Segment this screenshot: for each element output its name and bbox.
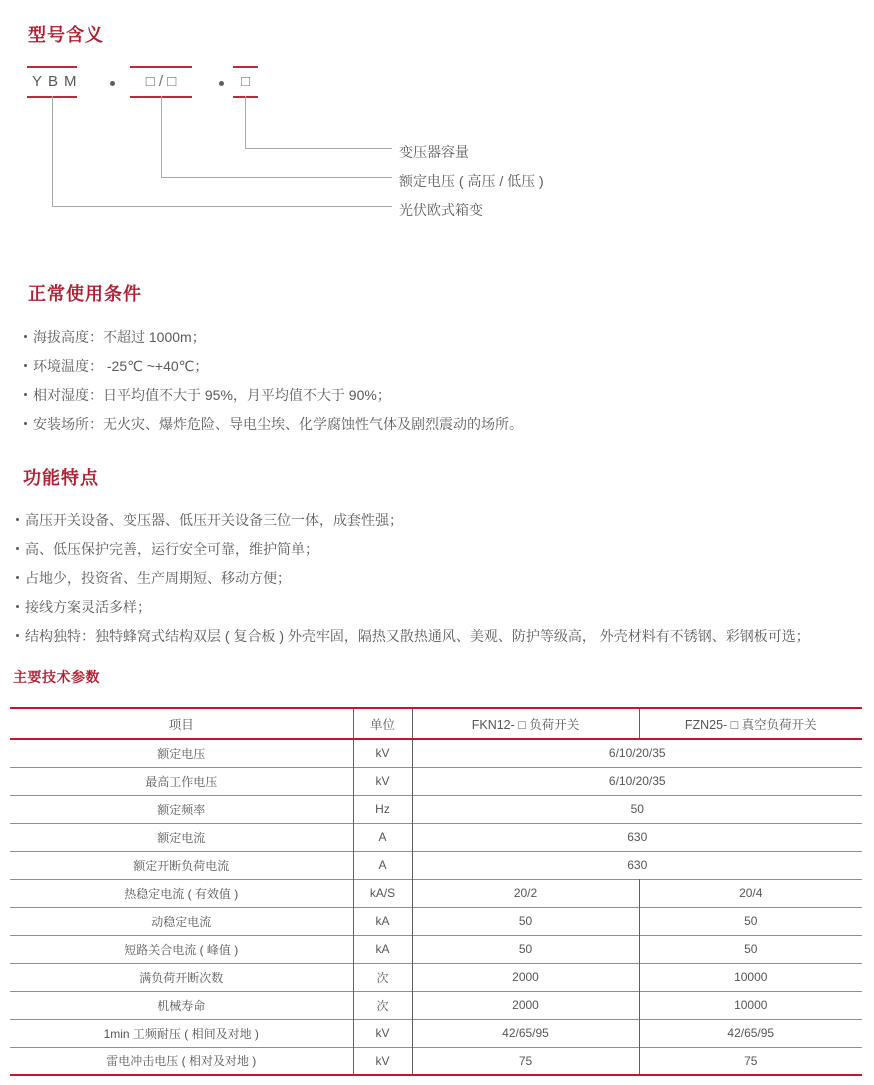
bullet-dot — [24, 393, 27, 396]
bullet-dot — [24, 335, 27, 338]
bullet-item — [16, 621, 810, 650]
table-row — [10, 1047, 862, 1075]
table-cell: 6/10/20/35 — [412, 767, 862, 795]
diagram-label-box-type: 光伏欧式箱变 — [399, 202, 483, 218]
bullet-item — [24, 380, 523, 409]
bullet-dot — [16, 518, 19, 521]
table-row — [10, 795, 862, 823]
bullet-text: 接线方案灵活多样； — [25, 598, 151, 615]
table-cell: kA — [353, 907, 412, 935]
table-cell: 次 — [353, 963, 412, 991]
table-row — [10, 851, 862, 879]
table-cell: 10000 — [639, 991, 862, 1019]
bullet-text: 环境温度： -25℃ ~+40℃； — [33, 357, 209, 374]
table-cell: 短路关合电流 ( 峰值 ) — [10, 935, 353, 963]
section-title-features: 功能特点 — [23, 468, 99, 488]
bullet-dot — [24, 422, 27, 425]
bullet-item — [16, 563, 810, 592]
table-cell: kV — [353, 767, 412, 795]
bullet-item — [16, 505, 810, 534]
diagram-label-capacity: 变压器容量 — [399, 144, 469, 160]
bullet-dot — [16, 634, 19, 637]
bullet-item — [24, 322, 523, 351]
bullet-text: 安装场所：无火灾、爆炸危险、导电尘埃、化学腐蚀性气体及剧烈震动的场所。 — [33, 415, 523, 432]
section-title-model-meaning: 型号含义 — [28, 25, 104, 45]
table-row — [10, 823, 862, 851]
table-row — [10, 879, 862, 907]
bullet-item — [16, 534, 810, 563]
table-cell: 额定电流 — [10, 823, 353, 851]
table-cell: 额定电压 — [10, 739, 353, 767]
table-cell: 额定频率 — [10, 795, 353, 823]
diagram-label-voltage: 额定电压 ( 高压 / 低压 ) — [399, 173, 544, 189]
table-cell: 2000 — [412, 991, 639, 1019]
table-cell: 42/65/95 — [639, 1019, 862, 1047]
table-cell: 热稳定电流 ( 有效值 ) — [10, 879, 353, 907]
column-header-fzn25: FZN25- □ 真空负荷开关 — [639, 708, 862, 739]
table-row — [10, 1019, 862, 1047]
bullet-dot — [16, 547, 19, 550]
table-row — [10, 991, 862, 1019]
model-code-voltage-boxes: □ / □ — [130, 66, 192, 98]
bullet-text: 占地少，投资省、生产周期短、移动方便； — [25, 569, 291, 586]
table-cell: A — [353, 851, 412, 879]
table-cell: kV — [353, 1019, 412, 1047]
table-cell: kA/S — [353, 879, 412, 907]
table-cell: 50 — [412, 907, 639, 935]
table-cell: 满负荷开断次数 — [10, 963, 353, 991]
table-cell: 雷电冲击电压 ( 相对及对地 ) — [10, 1047, 353, 1075]
table-cell: Hz — [353, 795, 412, 823]
table-cell: 50 — [412, 795, 862, 823]
table-cell: 42/65/95 — [412, 1019, 639, 1047]
bullet-item — [24, 409, 523, 438]
table-cell: kA — [353, 935, 412, 963]
model-code-capacity-box: □ — [233, 66, 258, 98]
table-cell: 75 — [412, 1047, 639, 1075]
table-cell: 75 — [639, 1047, 862, 1075]
features-bullet-list — [16, 505, 810, 650]
table-cell: 6/10/20/35 — [412, 739, 862, 767]
table-cell: 630 — [412, 851, 862, 879]
table-cell: 动稳定电流 — [10, 907, 353, 935]
bullet-text: 相对湿度：日平均值不大于 95%，月平均值不大于 90%； — [33, 386, 391, 403]
bullet-item — [24, 351, 523, 380]
bullet-text: 高压开关设备、变压器、低压开关设备三位一体，成套性强； — [25, 511, 403, 528]
table-row — [10, 963, 862, 991]
table-row — [10, 739, 862, 767]
table-cell: 630 — [412, 823, 862, 851]
model-code-prefix: YBM — [27, 66, 77, 98]
parameters-table-body — [10, 739, 862, 1075]
bullet-text: 高、低压保护完善，运行安全可靠，维护简单； — [25, 540, 319, 557]
separator-dot — [219, 81, 224, 86]
bullet-dot — [16, 576, 19, 579]
bullet-dot — [24, 364, 27, 367]
table-cell: 20/2 — [412, 879, 639, 907]
table-cell: A — [353, 823, 412, 851]
section-title-conditions: 正常使用条件 — [28, 284, 142, 304]
table-cell: kV — [353, 1047, 412, 1075]
bullet-item — [16, 592, 810, 621]
table-cell: 额定开断负荷电流 — [10, 851, 353, 879]
table-cell: 10000 — [639, 963, 862, 991]
section-title-parameters: 主要技术参数 — [13, 669, 100, 685]
table-cell: 50 — [639, 935, 862, 963]
bullet-dot — [16, 605, 19, 608]
table-cell: 机械寿命 — [10, 991, 353, 1019]
separator-dot — [110, 81, 115, 86]
table-cell: kV — [353, 739, 412, 767]
table-row — [10, 907, 862, 935]
column-header-unit: 单位 — [353, 708, 412, 739]
column-header-fkn12: FKN12- □ 负荷开关 — [412, 708, 639, 739]
table-cell: 最高工作电压 — [10, 767, 353, 795]
table-cell: 1min 工频耐压 ( 相间及对地 ) — [10, 1019, 353, 1047]
table-cell: 20/4 — [639, 879, 862, 907]
table-row — [10, 935, 862, 963]
connector-line-capacity — [245, 96, 392, 149]
column-header-item: 项目 — [10, 708, 353, 739]
bullet-text: 结构独特：独特蜂窝式结构双层 ( 复合板 ) 外壳牢固，隔热又散热通风、美观、防护等级高， 外壳材料有不锈钢、彩钢板可选； — [25, 627, 810, 644]
conditions-bullet-list — [24, 322, 523, 438]
table-header-row — [10, 708, 862, 739]
table-cell: 2000 — [412, 963, 639, 991]
bullet-text: 海拔高度：不超过 1000m； — [33, 328, 206, 345]
parameters-table — [10, 707, 862, 1076]
table-cell: 50 — [639, 907, 862, 935]
table-cell: 50 — [412, 935, 639, 963]
table-row — [10, 767, 862, 795]
table-cell: 次 — [353, 991, 412, 1019]
